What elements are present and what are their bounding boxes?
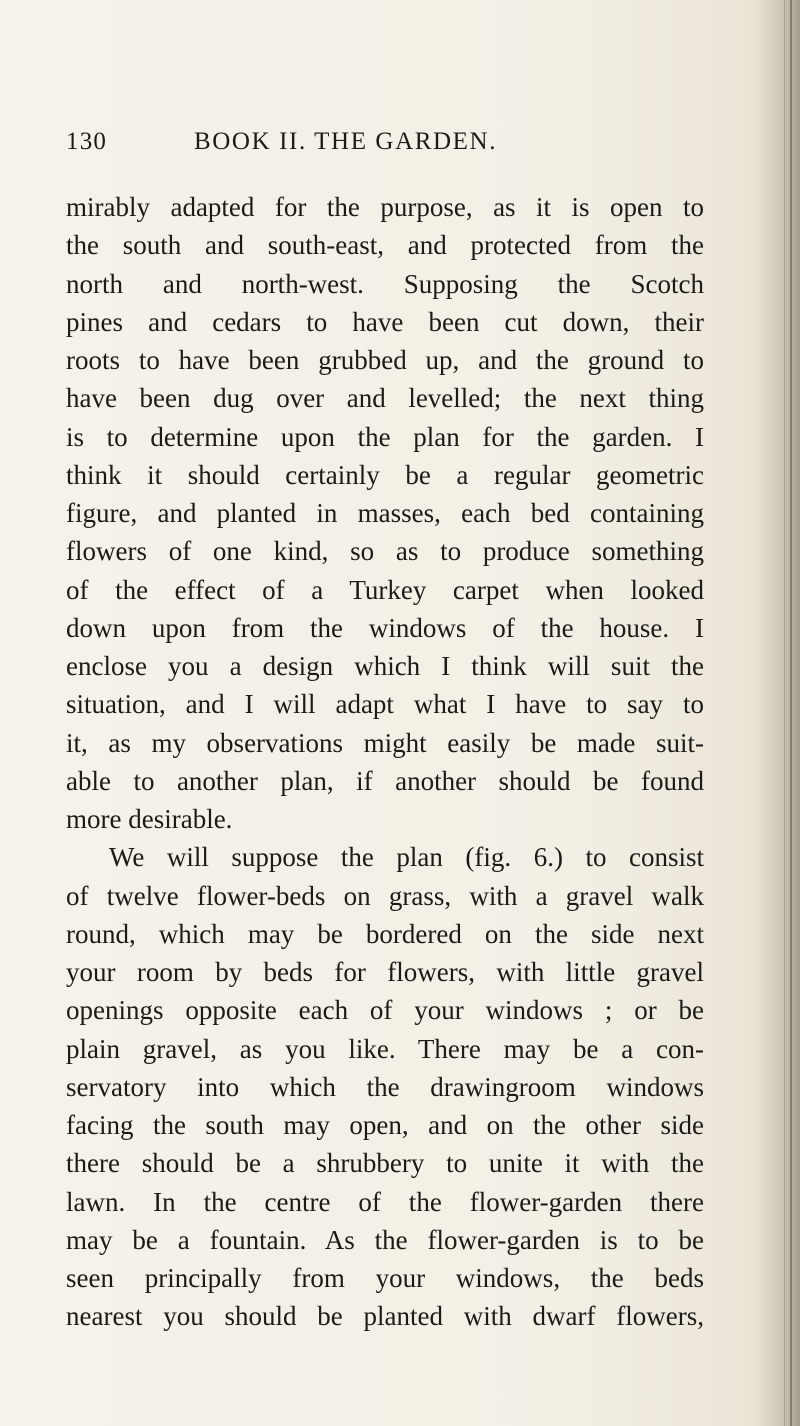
text-line: is to determine upon the plan for the garden. I <box>66 421 704 452</box>
text-line: servatory into which the drawingroom windows <box>66 1071 704 1102</box>
text-line: round, which may be bordered on the side next <box>66 918 704 949</box>
text-line: seen principally from your windows, the beds <box>66 1263 704 1293</box>
page-edge-shadow <box>758 0 800 1426</box>
page-number: 130 <box>66 128 108 155</box>
text-line: mirably adapted for the purpose, as it is open to <box>66 192 704 222</box>
body-text <box>66 188 704 1336</box>
text-line: situation, and I will adapt what I have to say to <box>66 689 704 720</box>
text-line: able to another plan, if another should be found <box>66 765 704 796</box>
text-line: plain gravel, as you like. There may be a con- <box>66 1033 704 1064</box>
text-line: flowers of one kind, so as to produce something <box>66 536 704 567</box>
text-line: of twelve flower-beds on grass, with a gravel walk <box>66 880 704 911</box>
text-line: think it should certainly be a regular geometric <box>66 459 704 490</box>
text-line: enclose you a design which I think will suit the <box>66 651 704 681</box>
text-line: nearest you should be planted with dwarf flowers, <box>66 1301 704 1332</box>
text-line: your room by beds for flowers, with little gravel <box>66 957 704 987</box>
text-line: openings opposite each of your windows ; or be <box>66 995 704 1026</box>
text-line: figure, and planted in masses, each bed containing <box>66 498 704 528</box>
text-line: roots to have been grubbed up, and the ground to <box>66 345 704 375</box>
text-line: facing the south may open, and on the other side <box>66 1110 704 1140</box>
running-head: BOOK II. THE GARDEN. <box>194 128 498 155</box>
text-line: pines and cedars to have been cut down, their <box>66 306 704 337</box>
text-line: have been dug over and levelled; the next thing <box>66 383 704 414</box>
text-line: there should be a shrubbery to unite it with the <box>66 1148 704 1179</box>
text-line: may be a fountain. As the flower-garden is to be <box>66 1224 704 1255</box>
text-line: We will suppose the plan (fig. 6.) to consist <box>109 842 704 873</box>
page-header <box>66 128 746 162</box>
text-line: more desirable. <box>66 804 233 834</box>
page-edge-line <box>790 0 792 1426</box>
text-line: north and north-west. Supposing the Scotch <box>66 268 704 299</box>
text-line: lawn. In the centre of the flower-garden there <box>66 1186 704 1217</box>
text-line: it, as my observations might easily be made suit- <box>66 727 704 758</box>
page-edge-line-inner <box>784 0 785 1426</box>
text-line: down upon from the windows of the house. I <box>66 612 704 643</box>
text-line: the south and south-east, and protected from the <box>66 230 704 261</box>
text-line: of the effect of a Turkey carpet when looked <box>66 574 704 605</box>
